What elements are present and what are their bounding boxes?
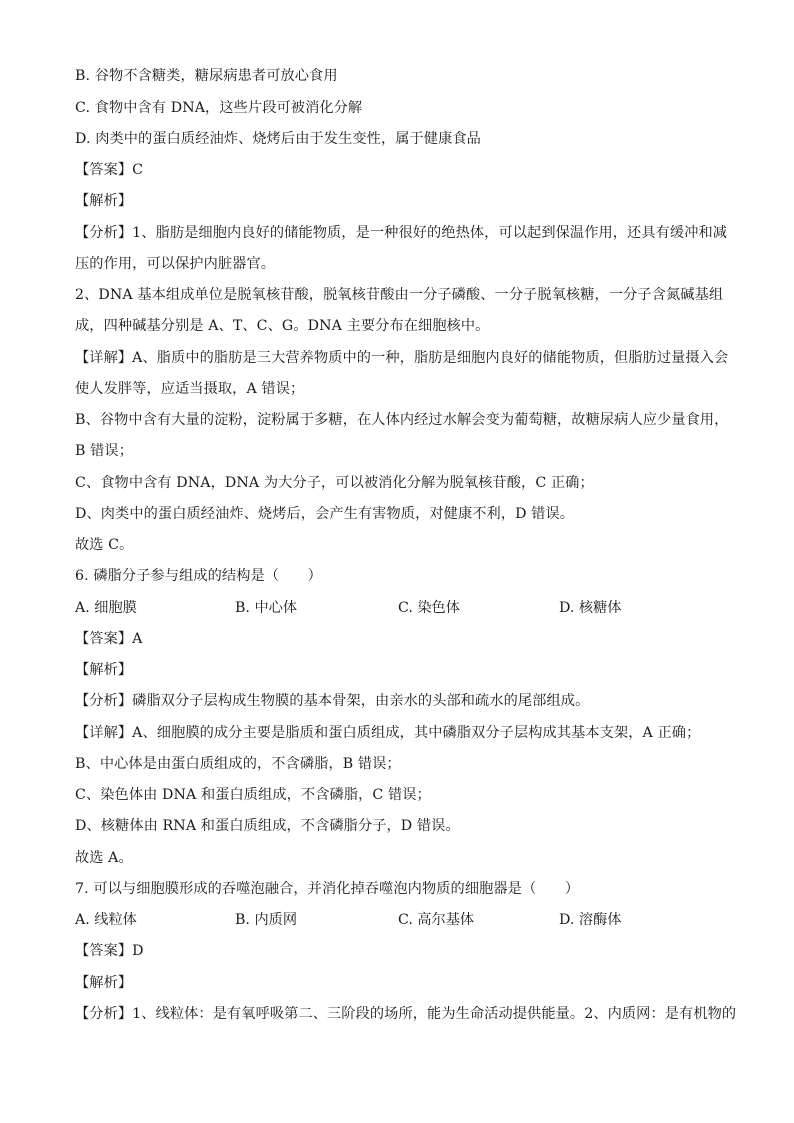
analysis-paragraph: 【分析】1、脂肪是细胞内良好的储能物质，是一种很好的绝热体，可以起到保温作用，还具有缓冲和减: [75, 225, 728, 241]
analysis-paragraph: 成，四种碱基分别是 A、T、C、G。DNA 主要分布在细胞核中。: [75, 318, 490, 334]
analysis-paragraph: 【分析】磷脂双分子层构成生物膜的基本骨架，由亲水的头部和疏水的尾部组成。: [75, 693, 590, 709]
question-7-option-c: C. 高尔基体: [398, 912, 475, 928]
detail-paragraph: D、肉类中的蛋白质经油炸、烧烤后，会产生有害物质，对健康不利，D 错误。: [75, 506, 575, 522]
question-7-option-d: D. 溶酶体: [559, 912, 622, 928]
detail-paragraph: B 错误；: [75, 443, 133, 459]
detail-paragraph: B、谷物中含有大量的淀粉，淀粉属于多糖，在人体内经过水解会变为葡萄糖，故糖尿病人应少量食用，: [75, 412, 729, 428]
question-6-option-d: D. 核糖体: [559, 600, 622, 616]
analysis-paragraph: 【分析】1、线粒体：是有氧呼吸第二、三阶段的场所，能为生命活动提供能量。2、内质网：是有机物的: [75, 1006, 737, 1022]
detail-paragraph: B、中心体是由蛋白质组成的，不含磷脂，B 错误；: [75, 756, 401, 772]
question-6-option-b: B. 中心体: [235, 600, 298, 616]
conclusion-text: 故选 A。: [75, 850, 133, 866]
analysis-paragraph: 压的作用，可以保护内脏器官。: [75, 256, 276, 272]
analysis-paragraph: 2、DNA 基本组成单位是脱氧核苷酸，脱氧核苷酸由一分子磷酸、一分子脱氧核糖，一分子含氮碱基组: [75, 287, 724, 303]
answer-label: 【答案】D: [75, 943, 144, 959]
answer-label: 【答案】A: [75, 631, 143, 647]
question-7-option-b: B. 内质网: [235, 912, 298, 928]
explanation-label: 【解析】: [75, 975, 133, 991]
explanation-label: 【解析】: [75, 193, 133, 209]
answer-label: 【答案】C: [75, 162, 144, 178]
conclusion-text: 故选 C。: [75, 537, 134, 553]
detail-paragraph: D、核糖体由 RNA 和蛋白质组成，不含磷脂分子，D 错误。: [75, 818, 460, 834]
question-6-stem: 6. 磷脂分子参与组成的结构是（ ）: [75, 568, 322, 584]
detail-paragraph: C、食物中含有 DNA，DNA 为大分子，可以被消化分解为脱氧核苷酸，C 正确；: [75, 475, 594, 491]
detail-paragraph: 【详解】A、细胞膜的成分主要是脂质和蛋白质组成，其中磷脂双分子层构成其基本支架，A 正确；: [75, 725, 701, 741]
question-7-stem: 7. 可以与细胞膜形成的吞噬泡融合，并消化掉吞噬泡内物质的细胞器是（ ）: [75, 881, 580, 897]
detail-paragraph: 使人发胖等，应适当摄取，A 错误；: [75, 381, 305, 397]
question-6-option-c: C. 染色体: [398, 600, 460, 616]
option-b-text: B. 谷物不含糖类，糖尿病患者可放心食用: [75, 68, 338, 84]
explanation-label: 【解析】: [75, 662, 133, 678]
option-c-text: C. 食物中含有 DNA，这些片段可被消化分解: [75, 100, 363, 116]
question-6-option-a: A. 细胞膜: [75, 600, 137, 616]
detail-paragraph: C、染色体由 DNA 和蛋白质组成，不含磷脂，C 错误；: [75, 787, 431, 803]
option-d-text: D. 肉类中的蛋白质经油炸、烧烤后由于发生变性，属于健康食品: [75, 131, 481, 147]
question-7-option-a: A. 线粒体: [75, 912, 137, 928]
detail-paragraph: 【详解】A、脂质中的脂肪是三大营养物质中的一种，脂肪是细胞内良好的储能物质，但脂肪过量摄入会: [75, 350, 729, 366]
